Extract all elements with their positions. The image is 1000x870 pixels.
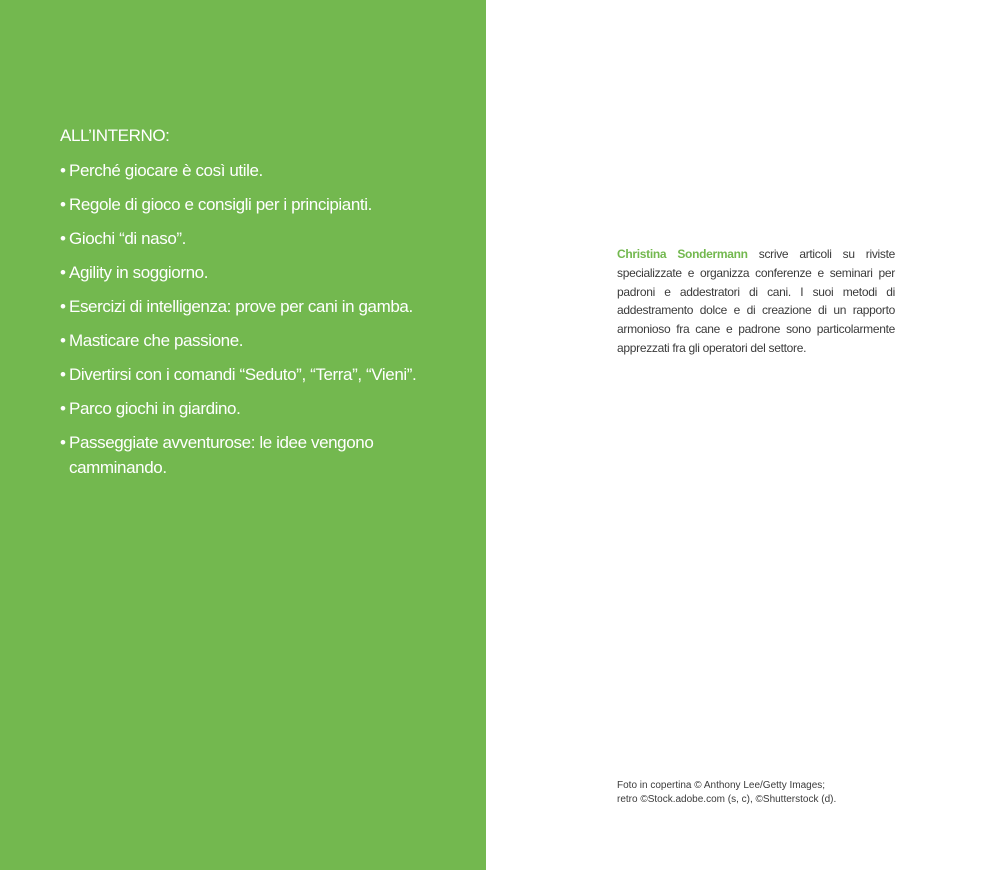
- green-panel: [0, 0, 486, 870]
- list-item: [60, 192, 420, 217]
- bullet-icon: •: [60, 433, 66, 452]
- contents-list: [60, 158, 420, 480]
- list-item: [60, 294, 420, 319]
- list-item: [60, 260, 420, 285]
- contents-section: [60, 124, 420, 489]
- list-item: [60, 396, 420, 421]
- contents-heading: ALL’INTERNO:: [60, 126, 170, 145]
- author-bio-text: scrive articoli su riviste specializzate e organizza conferenze e seminari per padroni e addestratori di cani. I suoi metodi di addestramento dolce e di creazione di un rapporto armonioso fra cane e padrone sono particolarmente apprezzati fra gli operatori del settore.: [617, 247, 895, 355]
- list-item: [60, 430, 420, 480]
- list-item-text: Perché giocare è così utile.: [69, 161, 263, 180]
- bullet-icon: •: [60, 229, 66, 248]
- list-item: [60, 158, 420, 183]
- list-item: [60, 226, 420, 251]
- bullet-icon: •: [60, 331, 66, 350]
- list-item-text: Agility in soggiorno.: [69, 263, 209, 282]
- list-item-text: Esercizi di intelligenza: prove per cani in gamba.: [69, 297, 413, 316]
- author-bio: [617, 245, 895, 358]
- list-item-text: Parco giochi in giardino.: [69, 399, 241, 418]
- list-item-text: Regole di gioco e consigli per i principianti.: [69, 195, 372, 214]
- bullet-icon: •: [60, 297, 66, 316]
- photo-credit-line: Foto in copertina © Anthony Lee/Getty Images;: [617, 780, 826, 791]
- list-item-text: Masticare che passione.: [69, 331, 244, 350]
- bullet-icon: •: [60, 365, 66, 384]
- list-item-text: Passeggiate avventurose: le idee vengono camminando.: [69, 433, 374, 477]
- bullet-icon: •: [60, 399, 66, 418]
- bullet-icon: •: [60, 161, 66, 180]
- photo-credits: [617, 779, 917, 806]
- list-item-text: Giochi “di naso”.: [69, 229, 186, 248]
- list-item: [60, 328, 420, 353]
- author-name: Christina Sondermann: [617, 247, 748, 261]
- list-item-text: Divertirsi con i comandi “Seduto”, “Terra”, “Vieni”.: [69, 365, 417, 384]
- list-item: [60, 362, 420, 387]
- bullet-icon: •: [60, 195, 66, 214]
- photo-credit-line: retro ©Stock.adobe.com (s, c), ©Shutterstock (d).: [617, 793, 837, 805]
- bullet-icon: •: [60, 263, 66, 282]
